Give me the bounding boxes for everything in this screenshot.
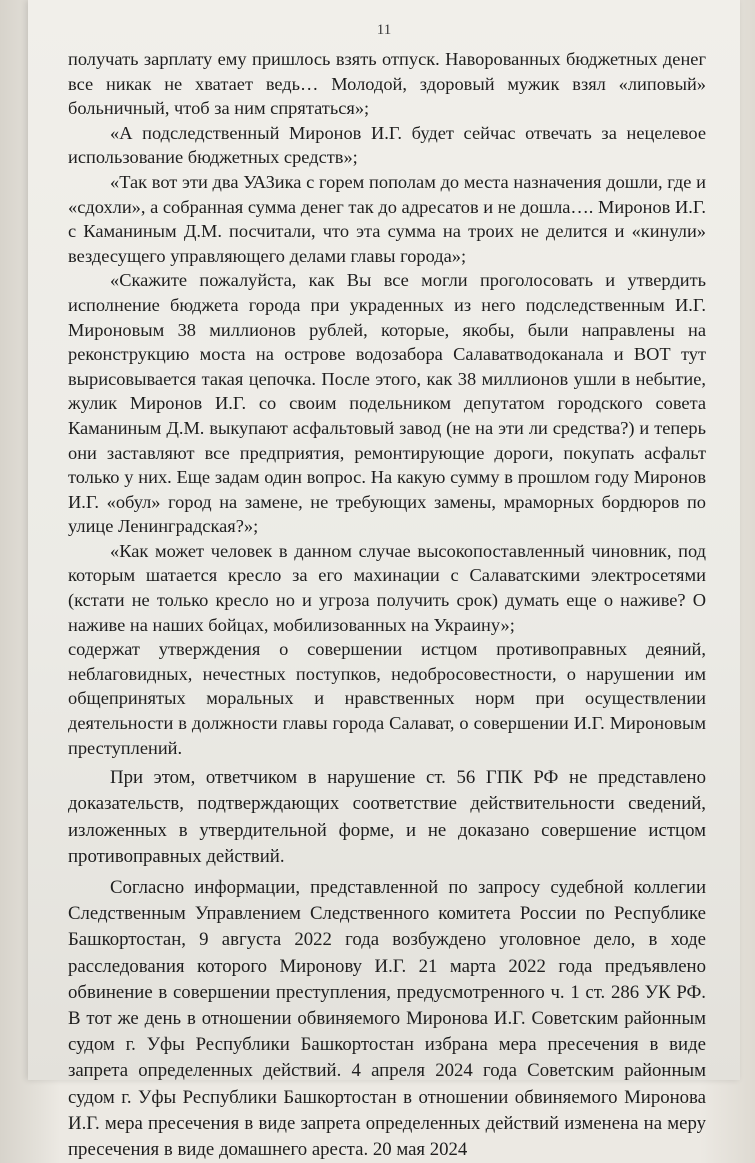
- paragraph-quote-investigation: «А подследственный Миронов И.Г. будет сейчас отвечать за нецелевое использование бюджетных средств»;: [68, 122, 706, 168]
- document-page: [28, 0, 740, 1161]
- paragraph-continuation: получать зарплату ему пришлось взять отпуск. Наворованных бюджетных денег все никак не хватает ведь… Молодой, здоровый мужик взял «липовый» больничный, чтоб за ним спрятаться»;: [68, 49, 706, 119]
- document-body: [68, 47, 706, 1163]
- paragraph-evidence: При этом, ответчиком в нарушение ст. 56 ГПК РФ не представлено доказательств, подтверждающих соответствие действительности сведений, изложенных в утвердительной форме, и не доказано совершение истцом противоправных действий.: [68, 767, 706, 867]
- paragraph-quote-official: «Как может человек в данном случае высокопоставленный чиновник, под которым шатается кресло за его махинации с Салаватскими электросетями (кстати не только кресло но и угроза получить срок) думать еще о наживе? О наживе на наших бойцах, мобилизованных на Украину»;: [68, 540, 706, 635]
- paragraph-statements: содержат утверждения о совершении истцом противоправных деяний, неблаговидных, нечестных поступков, недобросовестности, о нарушении им общепринятых моральных и нравственных норм при осуществлении деятельности в должности главы города Салават, о совершении И.Г. Мироновым преступлений.: [68, 639, 706, 758]
- paragraph-investigation-info: Согласно информации, представленной по запросу судебной коллегии Следственным Управлением Следственного комитета России по Республике Башкортостан, 9 августа 2022 года возбуждено уголовное дело, в ходе расследования которого Миронову И.Г. 21 марта 2022 года предъявлено обвинение в совершении преступления, предусмотренного ч. 1 ст. 286 УК РФ. В тот же день в отношении обвиняемого Миронова И.Г. Советским районным судом г. Уфы Республики Башкортостан избрана мера пресечения в виде запрета определенных действий. 4 апреля 2024 года Советским районным судом г. Уфы Республики Башкортостан в отношении обвиняемого Миронова И.Г. мера пресечения в виде запрета определенных действий изменена на меру пресечения в виде домашнего ареста. 20 мая 2024: [68, 877, 706, 1161]
- page-number: 11: [376, 22, 392, 38]
- paragraph-quote-uaz: «Так вот эти два УАЗика с горем пополам до места назначения дошли, где и «сдохли», а собранная сумма денег так до адресатов и не дошла…. Миронов И.Г. с Каманиным Д.М. посчитали, что эта сумма на троих не делится и «кинули» вездесущего управляющего делами главы города»;: [68, 171, 706, 266]
- paragraph-quote-budget: «Скажите пожалуйста, как Вы все могли проголосовать и утвердить исполнение бюджета города при украденных из него подследственным И.Г. Мироновым 38 миллионов рублей, которые, якобы, были направлены на реконструкцию моста на острове водозабора Салаватводоканала и ВОТ тут вырисовывается такая цепочка. После этого, как 38 миллионов ушли в небытие, жулик Миронов И.Г. со своим подельником депутатом городского совета Каманиным Д.М. выкупают асфальтовый завод (не на эти ли средства?) и теперь они заставляют все предприятия, ремонтирующие дороги, покупать асфальт только у них. Еще задам один вопрос. На какую сумму в прошлом году Миронов И.Г. «обул» город на замене, не требующих замены, мраморных бордюров по улице Ленинградская?»;: [68, 270, 706, 537]
